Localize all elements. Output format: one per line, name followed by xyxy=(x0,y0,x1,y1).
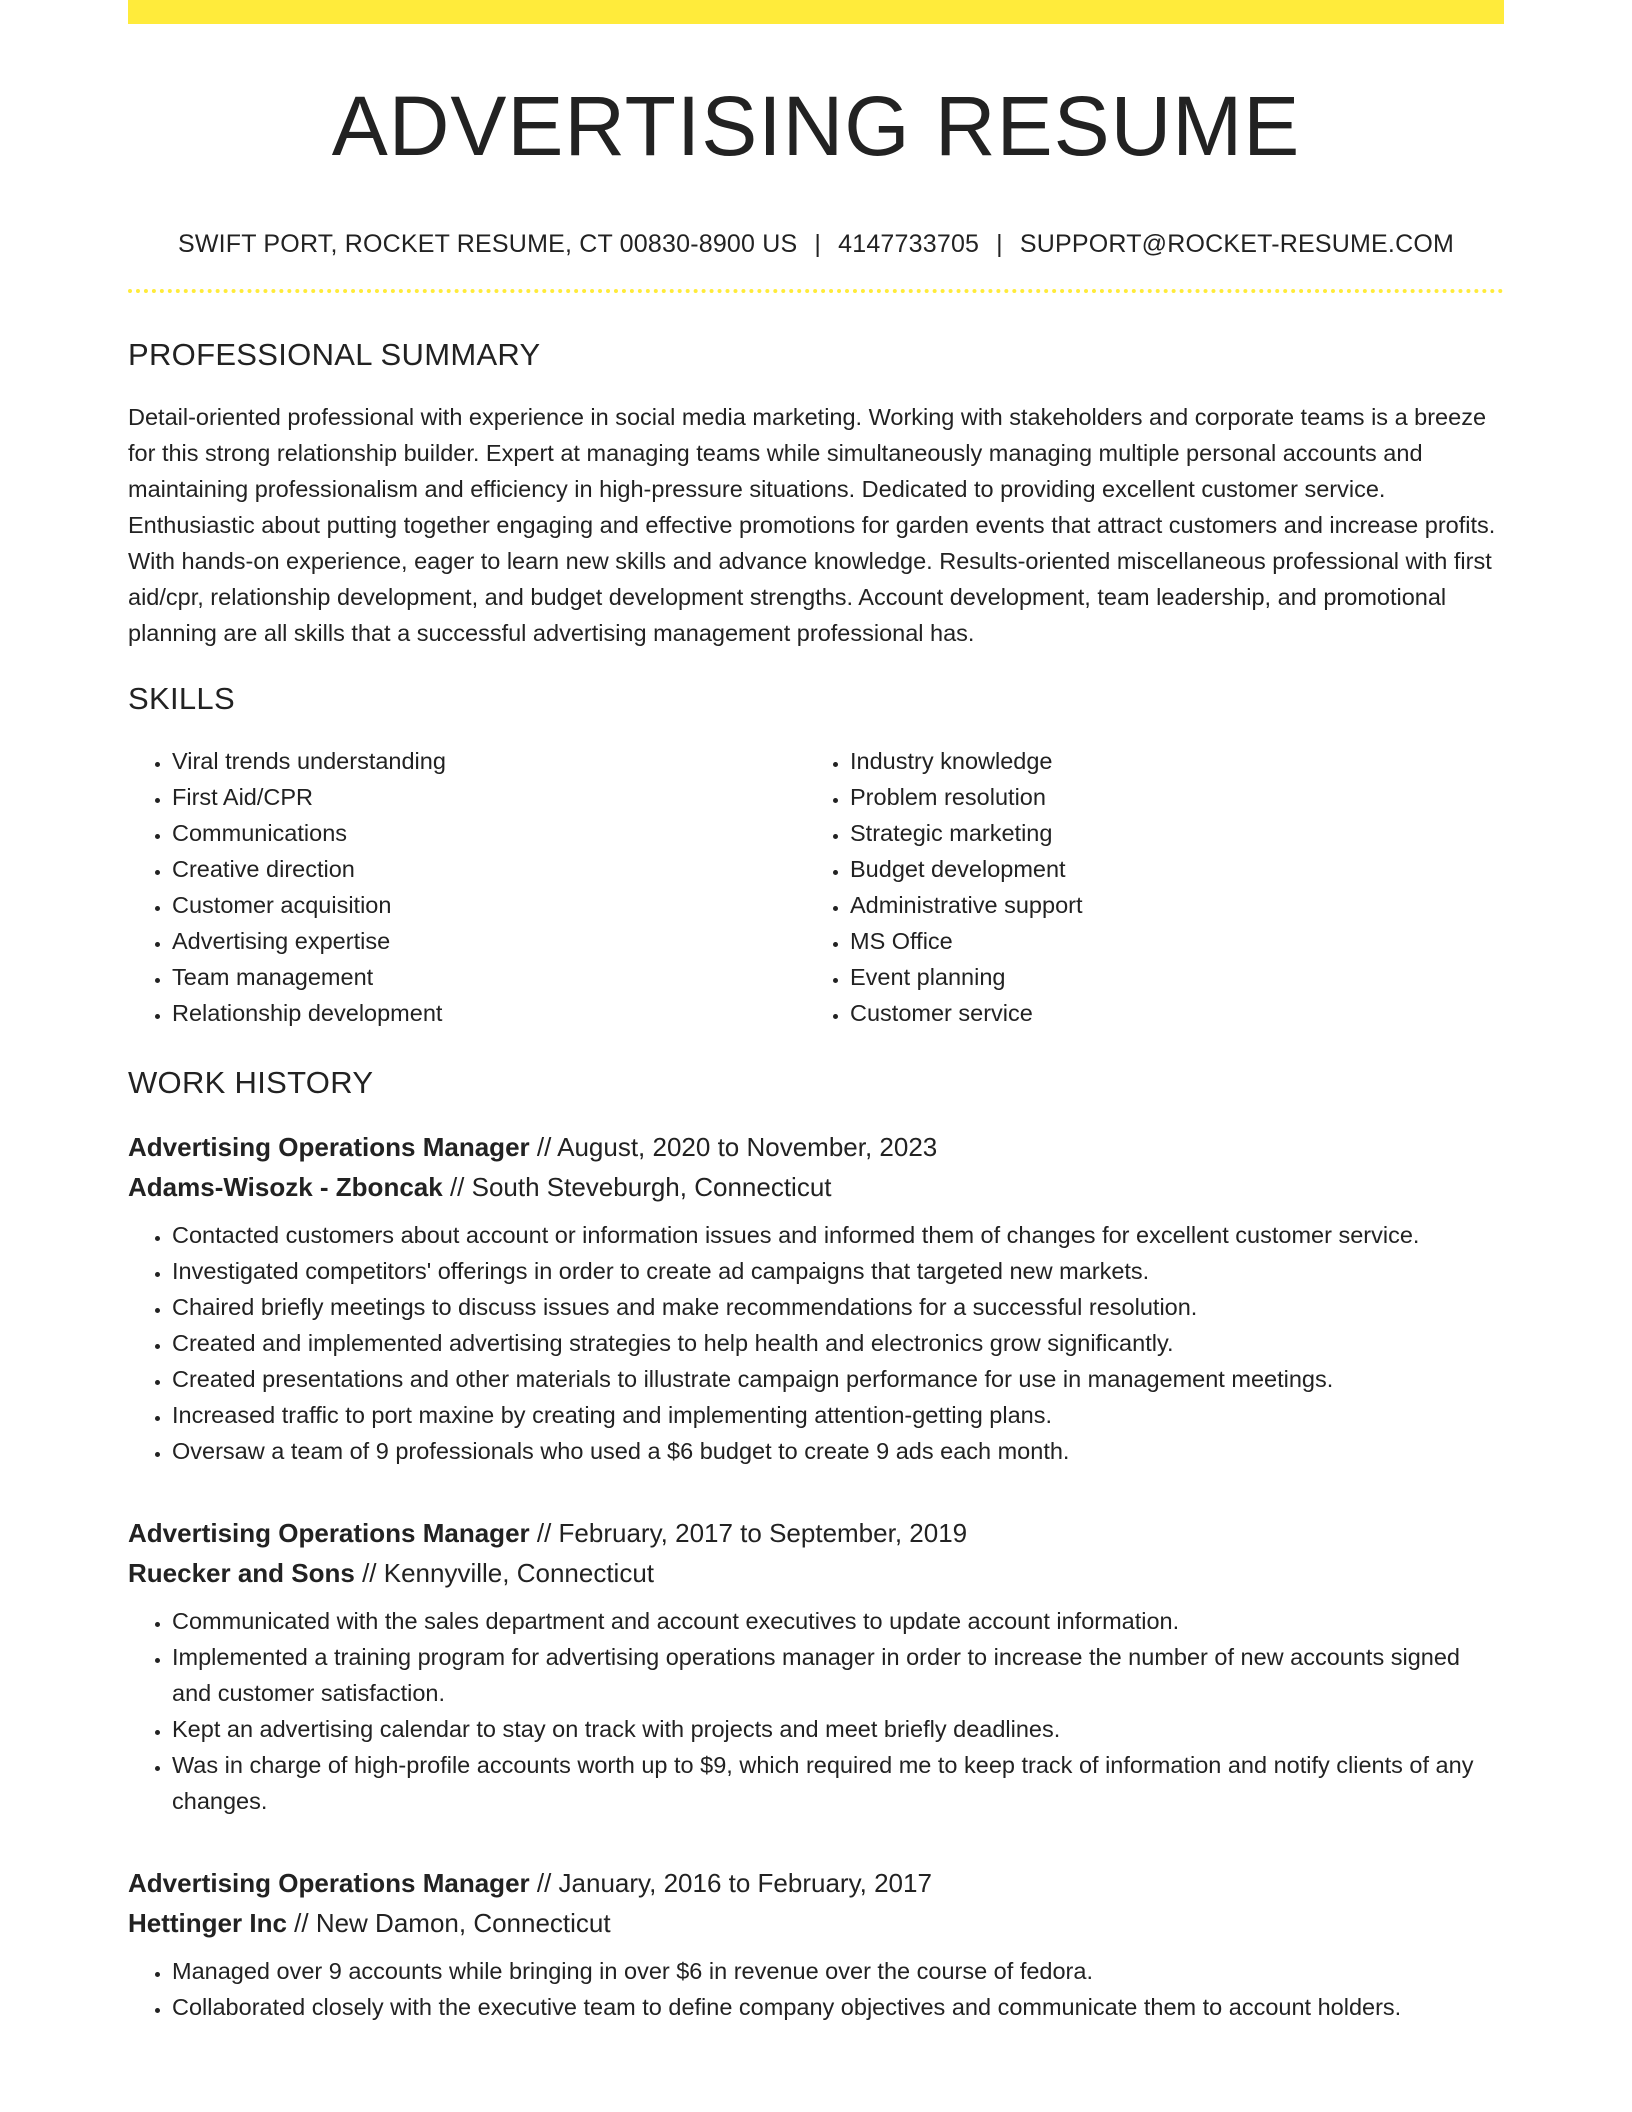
skill-item: • Event planning xyxy=(850,959,1484,995)
skill-item: • MS Office xyxy=(850,923,1484,959)
job-company-line xyxy=(128,1167,1504,1207)
skill-item: • Administrative support xyxy=(850,887,1484,923)
skill-item: • Communications xyxy=(172,815,806,851)
skill-item: • Customer acquisition xyxy=(172,887,806,923)
accent-top-bar xyxy=(128,0,1504,24)
job-bullet: • Collaborated closely with the executive team to define company objectives and communicate them to account holders. xyxy=(172,1989,1504,2025)
job-company-line xyxy=(128,1553,1504,1593)
skills-list xyxy=(128,743,1504,1031)
job-location: // South Steveburgh, Connecticut xyxy=(442,1172,832,1203)
job-bullet: • Investigated competitors' offerings in order to create ad campaigns that targeted new markets. xyxy=(172,1253,1504,1289)
skills-column-right xyxy=(806,743,1484,1031)
resume-page xyxy=(128,0,1504,2025)
contact-address: SWIFT PORT, ROCKET RESUME, CT 00830-8900 US xyxy=(177,230,798,259)
job-bullet: • Was in charge of high-profile accounts worth up to $9, which required me to keep track of information and notify clients of any changes. xyxy=(172,1747,1504,1819)
job-bullet: • Implemented a training program for advertising operations manager in order to increase the number of new accounts signed and customer satisfaction. xyxy=(172,1639,1504,1711)
job-bullets xyxy=(128,1953,1504,2025)
job-entry xyxy=(128,1863,1504,2025)
resume-title: ADVERTISING RESUME xyxy=(331,79,1301,173)
job-dates: // February, 2017 to September, 2019 xyxy=(529,1518,968,1549)
contact-email: SUPPORT@ROCKET-RESUME.COM xyxy=(1019,230,1455,259)
contact-separator: | xyxy=(996,230,1003,259)
skill-item: • Relationship development xyxy=(172,995,806,1031)
job-title: Advertising Operations Manager xyxy=(128,1518,530,1549)
contact-phone: 4147733705 xyxy=(838,230,980,259)
job-bullet: • Created presentations and other materials to illustrate campaign performance for use in management meetings. xyxy=(172,1361,1504,1397)
job-bullet: • Contacted customers about account or information issues and informed them of changes for excellent customer service. xyxy=(172,1217,1504,1253)
job-title-line xyxy=(128,1863,1504,1903)
skills-column-left xyxy=(128,743,806,1031)
skill-item: • Customer service xyxy=(850,995,1484,1031)
job-entry xyxy=(128,1513,1504,1819)
job-company-line xyxy=(128,1903,1504,1943)
job-dates: // January, 2016 to February, 2017 xyxy=(529,1868,932,1899)
job-bullet: • Kept an advertising calendar to stay on track with projects and meet briefly deadlines. xyxy=(172,1711,1504,1747)
job-company: Adams-Wisozk - Zboncak xyxy=(128,1172,443,1203)
skill-item: • Advertising expertise xyxy=(172,923,806,959)
skills-heading: SKILLS xyxy=(128,681,235,717)
skill-item: • Viral trends understanding xyxy=(172,743,806,779)
job-dates: // August, 2020 to November, 2023 xyxy=(529,1132,938,1163)
skill-item: • Team management xyxy=(172,959,806,995)
dotted-divider xyxy=(128,289,1504,293)
job-bullets xyxy=(128,1217,1504,1469)
skill-item: • First Aid/CPR xyxy=(172,779,806,815)
job-title-line xyxy=(128,1127,1504,1167)
skill-item: • Industry knowledge xyxy=(850,743,1484,779)
job-title: Advertising Operations Manager xyxy=(128,1868,530,1899)
job-location: // New Damon, Connecticut xyxy=(286,1908,611,1939)
job-bullet: • Chaired briefly meetings to discuss issues and make recommendations for a successful resolution. xyxy=(172,1289,1504,1325)
contact-separator: | xyxy=(814,230,822,259)
skill-item: • Strategic marketing xyxy=(850,815,1484,851)
job-title: Advertising Operations Manager xyxy=(128,1132,530,1163)
job-company: Ruecker and Sons xyxy=(128,1558,355,1589)
skill-item: • Budget development xyxy=(850,851,1484,887)
job-entry xyxy=(128,1127,1504,1469)
skill-item: • Problem resolution xyxy=(850,779,1484,815)
job-company: Hettinger Inc xyxy=(128,1908,287,1939)
job-title-line xyxy=(128,1513,1504,1553)
summary-heading: PROFESSIONAL SUMMARY xyxy=(128,337,541,373)
job-bullet: • Communicated with the sales department and account executives to update account information. xyxy=(172,1603,1504,1639)
job-bullet: • Managed over 9 accounts while bringing in over $6 in revenue over the course of fedora. xyxy=(172,1953,1504,1989)
job-bullet: • Increased traffic to port maxine by creating and implementing attention-getting plans. xyxy=(172,1397,1504,1433)
skill-item: • Creative direction xyxy=(172,851,806,887)
contact-line xyxy=(128,230,1504,259)
work-history-heading: WORK HISTORY xyxy=(128,1065,374,1101)
job-bullets xyxy=(128,1603,1504,1819)
job-bullet: • Oversaw a team of 9 professionals who used a $6 budget to create 9 ads each month. xyxy=(172,1433,1504,1469)
job-bullet: • Created and implemented advertising strategies to help health and electronics grow significantly. xyxy=(172,1325,1504,1361)
summary-text: Detail-oriented professional with experience in social media marketing. Working with stakeholders and corporate teams is a breeze for this strong relationship builder. Expert at managing teams while simultaneously managing multiple personal accounts and maintaining professionalism and efficiency in high-pressure situations. Dedicated to providing excellent customer service. Enthusiastic about putting together engaging and effective promotions for garden events that attract customers and increase profits. With hands-on experience, eager to learn new skills and advance knowledge. Results-oriented miscellaneous professional with first aid/cpr, relationship development, and budget development strengths. Account development, team leadership, and promotional planning are all skills that a successful advertising management professional has. xyxy=(128,404,1496,647)
job-location: // Kennyville, Connecticut xyxy=(354,1558,655,1589)
